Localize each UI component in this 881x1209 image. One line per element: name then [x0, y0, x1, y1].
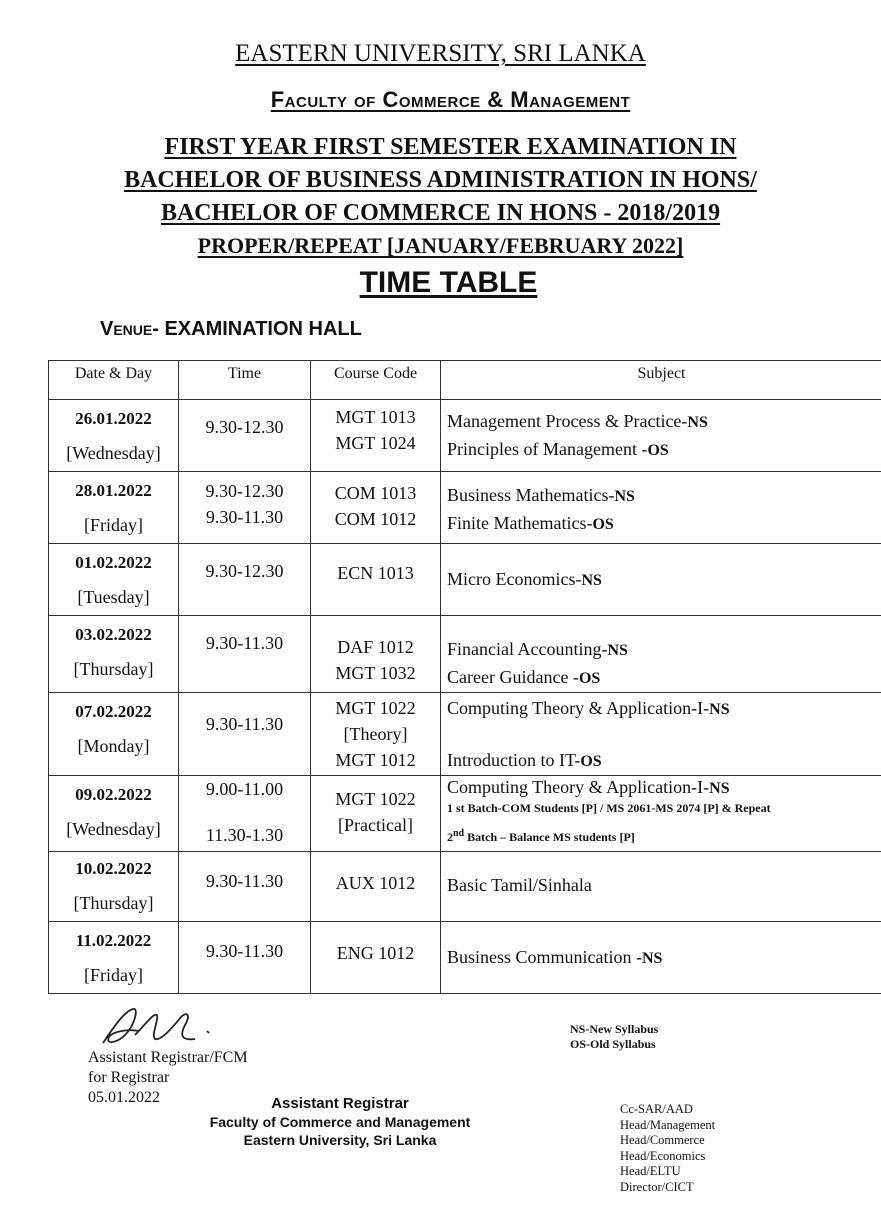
subject-name: Management Process & Practice- — [447, 411, 688, 431]
subject-cell — [441, 852, 881, 922]
time-cell — [179, 693, 311, 776]
code-cell — [311, 616, 441, 693]
date-cell — [49, 922, 179, 994]
code-cell — [311, 472, 441, 544]
time-cell — [179, 776, 311, 852]
exam-title-line-1: FIRST YEAR FIRST SEMESTER EXAMINATION IN — [164, 134, 737, 160]
course-code: MGT 1013 — [335, 407, 416, 427]
exam-time: 9.30-12.30 — [205, 481, 284, 501]
subject-line — [447, 436, 881, 464]
exam-time: 9.30-11.30 — [205, 941, 284, 961]
subject-name: Computing Theory & Application-I- — [447, 698, 710, 718]
subject-line — [447, 482, 881, 510]
table-row — [49, 544, 881, 616]
subject-line — [447, 872, 881, 900]
exam-date: 11.02.2022 — [75, 931, 152, 950]
subject-line — [447, 566, 881, 594]
exam-day: [Tuesday] — [77, 587, 150, 607]
exam-time: 9.30-11.30 — [205, 633, 284, 653]
date-cell — [49, 400, 179, 472]
exam-date: 28.01.2022 — [75, 481, 152, 500]
stamp-university: Eastern University, Sri Lanka — [243, 1132, 437, 1148]
subject-line — [447, 776, 881, 800]
code-cell — [311, 776, 441, 852]
exam-time: 9.30-11.30 — [205, 714, 284, 734]
exam-title-line-2: BACHELOR OF BUSINESS ADMINISTRATION IN HONS/ — [124, 167, 757, 193]
exam-time: 9.30-12.30 — [205, 417, 284, 437]
exam-date: 07.02.2022 — [75, 702, 152, 721]
subject-line — [447, 944, 881, 972]
syllabus-tag: NS — [607, 642, 628, 659]
subject-name: Finite Mathematics- — [447, 513, 593, 533]
subject-cell — [441, 400, 881, 472]
university-title: EASTERN UNIVERSITY, SRI LANKA — [235, 40, 646, 67]
syllabus-tag: OS — [580, 753, 602, 770]
syllabus-legend — [570, 1022, 658, 1052]
exam-title-line-3: BACHELOR OF COMMERCE IN HONS - 2018/2019 — [160, 200, 721, 226]
legend-old-syllabus: OS-Old Syllabus — [570, 1037, 656, 1051]
exam-time: 9.00-11.00 — [205, 779, 284, 799]
subject-cell — [441, 693, 881, 776]
syllabus-tag: NS — [642, 950, 663, 967]
venue-label: Venue- — [100, 318, 159, 340]
time-cell — [179, 852, 311, 922]
code-cell — [311, 400, 441, 472]
course-code: MGT 1022 — [335, 789, 416, 809]
syllabus-tag: OS — [578, 670, 601, 687]
venue-value: EXAMINATION HALL — [164, 318, 362, 340]
subject-line — [447, 510, 881, 538]
syllabus-tag: OS — [592, 516, 614, 533]
code-cell — [311, 544, 441, 616]
code-cell — [311, 693, 441, 776]
subject-cell — [441, 776, 881, 852]
official-stamp — [205, 1095, 475, 1149]
timetable-title: TIME TABLE — [359, 266, 538, 299]
syllabus-tag: NS — [581, 572, 602, 589]
exam-date: 03.02.2022 — [75, 625, 152, 644]
exam-date: 26.01.2022 — [75, 409, 152, 428]
subject-name: Basic Tamil/Sinhala — [447, 875, 592, 895]
table-row — [49, 472, 881, 544]
course-code: [Theory] — [343, 724, 408, 744]
exam-day: [Thursday] — [73, 893, 154, 913]
table-row — [49, 922, 881, 994]
subject-name: Micro Economics- — [447, 569, 582, 589]
header-subject: Subject — [441, 361, 881, 400]
exam-time: 9.30-11.30 — [205, 507, 284, 527]
subject-line — [447, 747, 881, 775]
subject-cell — [441, 472, 881, 544]
syllabus-tag: NS — [709, 780, 730, 797]
time-cell — [179, 400, 311, 472]
faculty-title: Faculty of Commerce & Management — [270, 87, 631, 112]
subject-name: Business Mathematics- — [447, 485, 615, 505]
course-code: MGT 1024 — [335, 433, 416, 453]
signature-date: 05.01.2022 — [88, 1089, 160, 1106]
course-code: MGT 1022 — [335, 698, 416, 718]
header-date: Date & Day — [49, 361, 179, 400]
subject-name: Financial Accounting- — [447, 639, 608, 659]
subject-line — [447, 408, 881, 436]
syllabus-tag: OS — [647, 442, 669, 459]
copy-list — [620, 1102, 715, 1195]
exam-day: [Thursday] — [73, 659, 154, 679]
subject-name: Business Communication - — [447, 947, 642, 967]
exam-time: 11.30-1.30 — [205, 825, 284, 845]
table-row — [49, 776, 881, 852]
batch-note — [447, 826, 881, 845]
batch-text: Batch – Balance MS students [P] — [464, 830, 635, 844]
cc-item: Head/Management — [620, 1117, 716, 1132]
syllabus-tag: NS — [709, 701, 730, 718]
date-cell — [49, 852, 179, 922]
cc-item: Director/CICT — [620, 1179, 694, 1194]
course-code: AUX 1012 — [335, 873, 416, 893]
date-cell — [49, 693, 179, 776]
table-row — [49, 400, 881, 472]
course-code: MGT 1032 — [335, 663, 416, 683]
venue-line — [100, 318, 362, 341]
signatory-for: for Registrar — [88, 1069, 170, 1086]
subject-line — [447, 664, 881, 692]
header-course-code: Course Code — [311, 361, 441, 400]
cc-item: Cc-SAR/AAD — [620, 1102, 693, 1116]
subject-name: Career Guidance - — [447, 667, 579, 687]
cc-item: Head/Commerce — [620, 1133, 705, 1147]
subject-cell — [441, 544, 881, 616]
course-code: MGT 1012 — [335, 750, 416, 770]
cc-item: Head/ELTU — [620, 1164, 681, 1178]
batch-ordinal: nd — [453, 828, 465, 839]
exam-time: 9.30-12.30 — [205, 561, 284, 581]
date-cell — [49, 544, 179, 616]
course-code: COM 1012 — [334, 509, 417, 529]
time-cell — [179, 616, 311, 693]
table-row — [49, 616, 881, 693]
subject-cell — [441, 616, 881, 693]
exam-day: [Friday] — [84, 515, 143, 535]
exam-day: [Wednesday] — [66, 443, 161, 463]
exam-title-line-4: PROPER/REPEAT [JANUARY/FEBRUARY 2022] — [197, 233, 684, 258]
batch-number: 2 — [447, 830, 453, 844]
code-cell — [311, 852, 441, 922]
course-code: COM 1013 — [334, 483, 417, 503]
batch-note: 1 st Batch-COM Students [P] / MS 2061-MS 2074 [P] & Repeat — [447, 801, 771, 815]
exam-day: [Monday] — [77, 736, 150, 756]
stamp-faculty: Faculty of Commerce and Management — [209, 1114, 471, 1130]
exam-date: 01.02.2022 — [75, 553, 152, 572]
exam-time: 9.30-11.30 — [205, 871, 284, 891]
code-cell — [311, 922, 441, 994]
time-cell — [179, 922, 311, 994]
syllabus-tag: NS — [687, 414, 708, 431]
exam-day: [Wednesday] — [66, 819, 161, 839]
timetable — [48, 360, 881, 994]
date-cell — [49, 616, 179, 693]
course-code: ENG 1012 — [336, 943, 415, 963]
course-code: ECN 1013 — [337, 563, 414, 583]
time-cell — [179, 544, 311, 616]
course-code: [Practical] — [338, 815, 413, 835]
cc-item: Head/Economics — [620, 1148, 706, 1163]
header-time: Time — [179, 361, 311, 400]
date-cell — [49, 472, 179, 544]
table-row — [49, 693, 881, 776]
table-header-row — [49, 361, 881, 400]
syllabus-tag: NS — [614, 488, 635, 505]
subject-cell — [441, 922, 881, 994]
table-row — [49, 852, 881, 922]
legend-new-syllabus: NS-New Syllabus — [570, 1022, 659, 1036]
signatory-title: Assistant Registrar/FCM — [88, 1049, 248, 1066]
exam-date: 10.02.2022 — [75, 859, 152, 878]
subject-line — [447, 636, 881, 664]
exam-date: 09.02.2022 — [75, 785, 152, 804]
course-code: DAF 1012 — [337, 637, 414, 657]
subject-name: Introduction to IT- — [447, 750, 581, 770]
date-cell — [49, 776, 179, 852]
subject-line — [447, 695, 881, 723]
stamp-title: Assistant Registrar — [271, 1095, 409, 1112]
time-cell — [179, 472, 311, 544]
exam-day: [Friday] — [84, 965, 143, 985]
subject-name: Principles of Management - — [447, 439, 648, 459]
subject-name: Computing Theory & Application-I- — [447, 777, 710, 797]
